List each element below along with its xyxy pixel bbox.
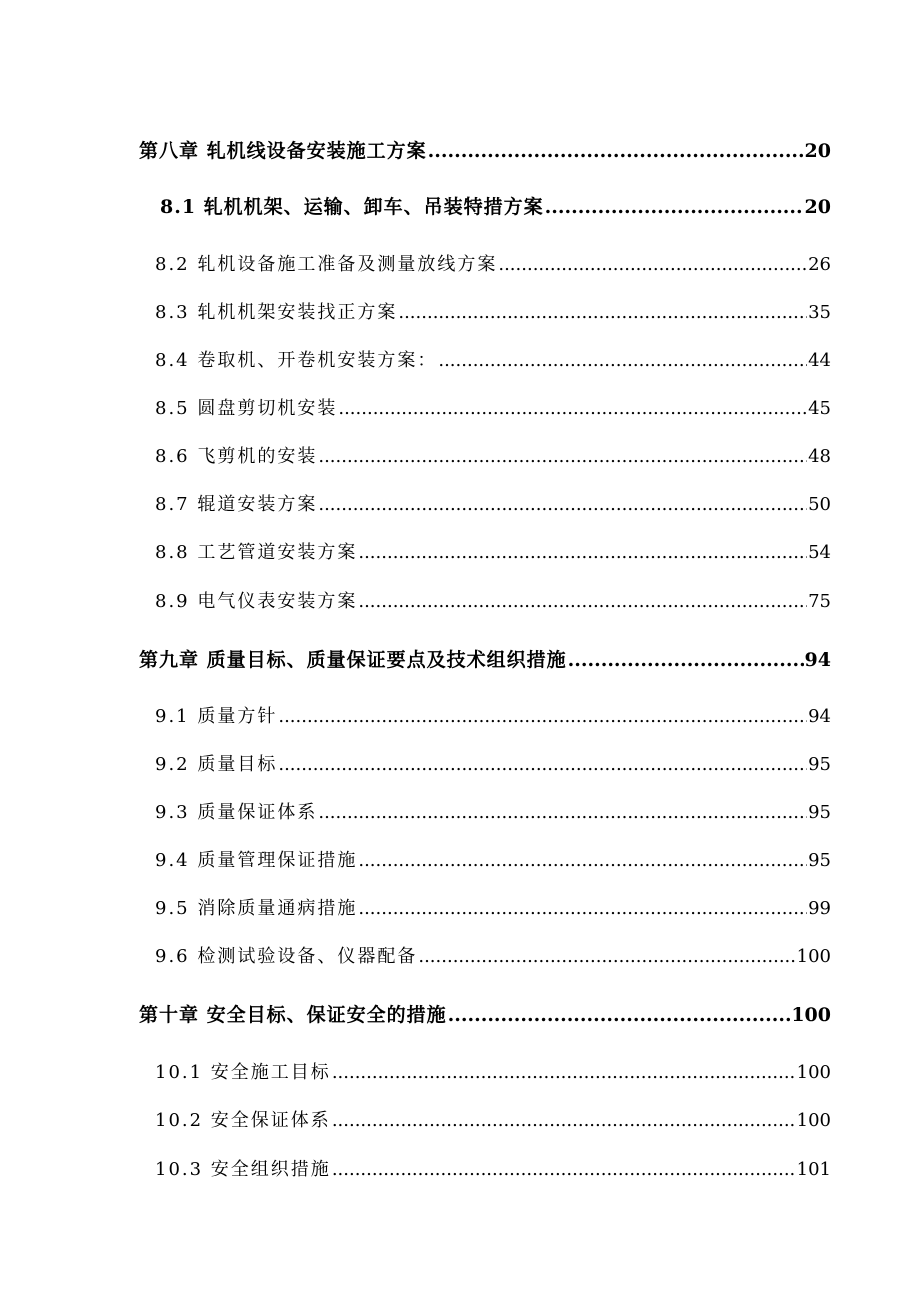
toc-entry-page-number: 35 [808,302,831,323]
toc-entry-page-number: 99 [808,898,831,919]
toc-entry-label: 8.5 圆盘剪切机安装 [155,398,338,419]
toc-entry-page-number: 100 [791,1004,831,1026]
toc-entry-10-3[interactable] [155,1155,831,1181]
toc-entry-9-1[interactable] [155,702,831,728]
toc-entry-chapter-10[interactable] [139,1000,831,1027]
toc-entry-8-2[interactable] [155,250,831,276]
dot-leader [278,754,807,775]
toc-entry-page-number: 95 [808,802,831,823]
toc-entry-10-2[interactable] [155,1106,831,1132]
toc-entry-8-5[interactable] [155,394,831,420]
toc-entry-page-number: 48 [808,446,831,467]
toc-entry-page-number: 44 [808,350,831,371]
toc-entry-label: 9.4 质量管理保证措施 [155,850,358,871]
toc-entry-page-number: 100 [796,1110,831,1131]
toc-entry-label: 10.1 安全施工目标 [155,1062,331,1083]
toc-entry-9-4[interactable] [155,846,831,872]
dot-leader [338,398,807,419]
toc-entry-label: 9.6 检测试验设备、仪器配备 [155,946,418,967]
toc-entry-9-3[interactable] [155,798,831,824]
dot-leader [318,494,807,515]
toc-entry-page-number: 94 [804,649,831,671]
toc-entry-8-9[interactable] [155,587,831,613]
toc-entry-label: 第九章 质量目标、质量保证要点及技术组织措施 [139,649,567,671]
toc-entry-page-number: 75 [808,591,831,612]
dot-leader [358,542,807,563]
toc-entry-8-3[interactable] [155,298,831,324]
toc-entry-page-number: 26 [808,254,831,275]
toc-entry-page-number: 95 [808,850,831,871]
dot-leader [358,898,807,919]
dot-leader [318,446,807,467]
toc-entry-chapter-8[interactable] [139,136,831,163]
dot-leader [318,802,807,823]
toc-entry-label: 9.1 质量方针 [155,706,278,727]
dot-leader [568,649,804,671]
dot-leader [398,302,807,323]
dot-leader [438,350,807,371]
dot-leader [428,140,804,162]
toc-entry-9-6[interactable] [155,942,831,968]
dot-leader [498,254,807,275]
toc-entry-page-number: 95 [808,754,831,775]
dot-leader [545,196,804,218]
toc-entry-label: 8.9 电气仪表安装方案 [155,591,358,612]
dot-leader [418,946,795,967]
toc-entry-page-number: 54 [808,542,831,563]
dot-leader [332,1062,796,1083]
toc-entry-8-8[interactable] [155,538,831,564]
dot-leader [358,591,807,612]
toc-entry-label: 8.4 卷取机、开卷机安装方案： [155,350,438,371]
toc-entry-label: 8.3 轧机机架安装找正方案 [155,302,398,323]
toc-entry-label: 9.3 质量保证体系 [155,802,318,823]
dot-leader [332,1110,796,1131]
toc-entry-label: 9.2 质量目标 [155,754,278,775]
toc-entry-8-6[interactable] [155,442,831,468]
toc-entry-page-number: 20 [804,140,831,162]
toc-entry-9-2[interactable] [155,750,831,776]
toc-entry-label: 10.2 安全保证体系 [155,1110,331,1131]
toc-entry-page-number: 94 [808,706,831,727]
toc-entry-label: 8.6 飞剪机的安装 [155,446,318,467]
toc-entry-10-1[interactable] [155,1058,831,1084]
toc-entry-label: 8.8 工艺管道安装方案 [155,542,358,563]
toc-entry-label: 8.2 轧机设备施工准备及测量放线方案 [155,254,498,275]
toc-entry-label: 8.1 轧机机架、运输、卸车、吊装特措方案 [160,196,544,218]
toc-entry-9-5[interactable] [155,894,831,920]
toc-entry-label: 第十章 安全目标、保证安全的措施 [139,1004,447,1026]
toc-entry-page-number: 45 [808,398,831,419]
toc-entry-label: 9.5 消除质量通病措施 [155,898,358,919]
toc-entry-8-1[interactable] [160,192,831,219]
toc-entry-label: 8.7 辊道安装方案 [155,494,318,515]
dot-leader [358,850,807,871]
toc-entry-page-number: 100 [796,946,831,967]
toc-entry-page-number: 20 [804,196,831,218]
toc-entry-8-4[interactable] [155,346,831,372]
dot-leader [332,1159,796,1180]
toc-entry-8-7[interactable] [155,490,831,516]
toc-entry-chapter-9[interactable] [139,645,831,672]
toc-entry-page-number: 101 [796,1159,831,1180]
dot-leader [278,706,807,727]
toc-entry-label: 10.3 安全组织措施 [155,1159,331,1180]
toc-entry-label: 第八章 轧机线设备安装施工方案 [139,140,427,162]
toc-entry-page-number: 100 [796,1062,831,1083]
dot-leader [448,1004,791,1026]
toc-entry-page-number: 50 [808,494,831,515]
